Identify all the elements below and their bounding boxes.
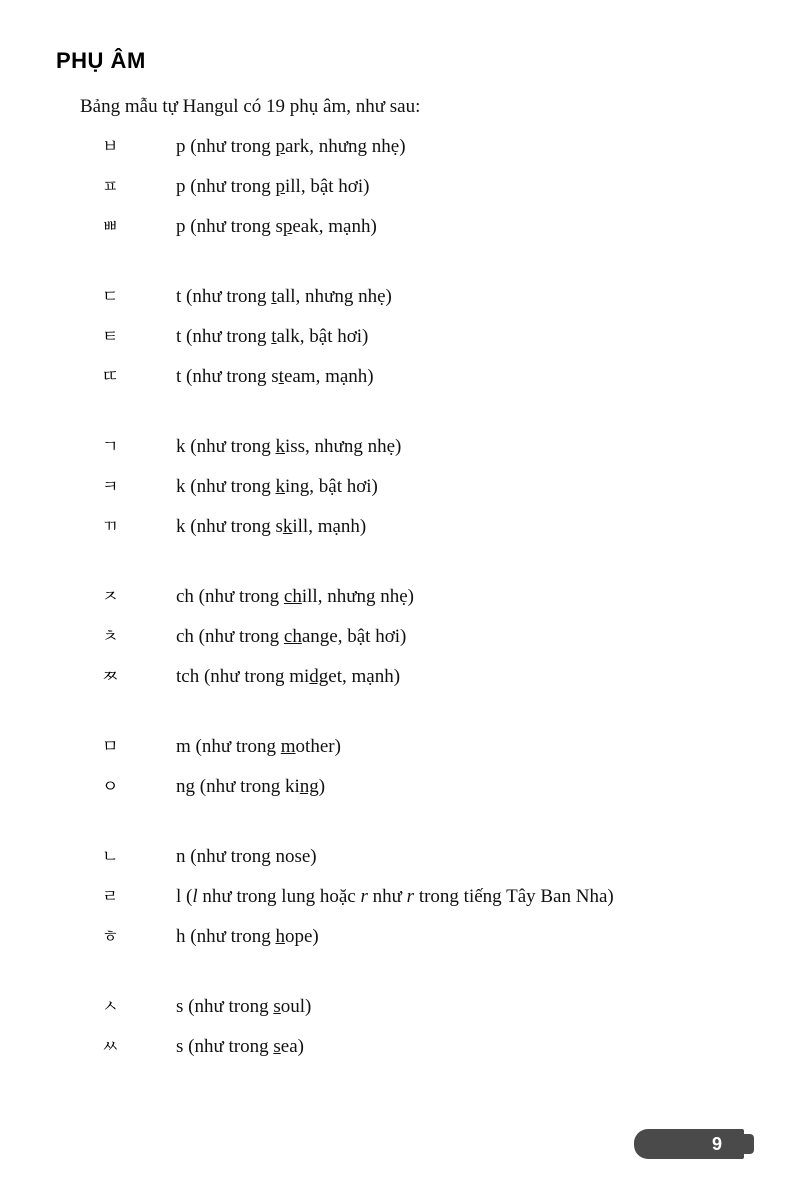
- gloss-text: p (như trong speak, mạnh): [176, 216, 377, 237]
- gloss-text: n (như trong nose): [176, 846, 317, 867]
- list-item: [56, 582, 744, 622]
- list-item: [56, 842, 744, 882]
- gloss-text: p (như trong pill, bật hơi): [176, 176, 370, 197]
- list-item: [56, 212, 744, 252]
- gloss-text: p (như trong park, nhưng nhẹ): [176, 136, 406, 157]
- list-item: [56, 622, 744, 662]
- gloss-text: tch (như trong midget, mạnh): [176, 666, 401, 687]
- hangul-letter: ㅊ: [102, 627, 120, 647]
- gloss-text: k (như trong king, bật hơi): [176, 476, 378, 497]
- hangul-letter: ㅁ: [102, 737, 120, 757]
- gloss-text: t (như trong steam, mạnh): [176, 366, 374, 387]
- list-item: [56, 922, 744, 962]
- gloss-text: ng (như trong king): [176, 776, 326, 797]
- list-item: [56, 432, 744, 472]
- hangul-letter: ㄸ: [102, 367, 120, 387]
- gloss-text: m (như trong mother): [176, 736, 341, 757]
- page-number-tab: [624, 1127, 744, 1159]
- hangul-letter: ㅎ: [102, 927, 120, 947]
- hangul-letter: ㄴ: [102, 847, 120, 867]
- hangul-letter: ㅋ: [102, 477, 120, 497]
- list-item: [56, 512, 744, 552]
- gloss-text: ch (như trong change, bật hơi): [176, 626, 407, 647]
- hangul-letter: ㄷ: [102, 287, 120, 307]
- gloss-text: l (l như trong lung hoặc r như r trong tiếng Tây Ban Nha): [176, 886, 614, 907]
- hangul-letter: ㅂ: [102, 137, 120, 157]
- hangul-letter: ㅍ: [102, 177, 120, 197]
- hangul-letter: ㄹ: [102, 887, 120, 907]
- list-item: [56, 472, 744, 512]
- list-item: [56, 772, 744, 812]
- hangul-letter: ㅃ: [102, 217, 120, 237]
- gloss-text: t (như trong talk, bật hơi): [176, 326, 369, 347]
- hangul-letter: ㅆ: [102, 1037, 120, 1057]
- hangul-letter: ㄱ: [102, 437, 120, 457]
- list-item: [56, 662, 744, 702]
- hangul-letter: ㅉ: [102, 667, 120, 687]
- hangul-letter: ㅇ: [102, 777, 120, 797]
- gloss-text: h (như trong hope): [176, 926, 319, 947]
- gloss-text: k (như trong skill, mạnh): [176, 516, 367, 537]
- page-number-shape: [634, 1129, 744, 1159]
- hangul-letter: ㅈ: [102, 587, 120, 607]
- page-title: PHỤ ÂM: [56, 48, 146, 73]
- intro-paragraph: Bảng mẫu tự Hangul có 19 phụ âm, như sau:: [80, 96, 421, 117]
- gloss-text: s (như trong sea): [176, 1036, 304, 1057]
- gloss-text: s (như trong soul): [176, 996, 312, 1017]
- list-item: [56, 992, 744, 1032]
- list-item: [56, 362, 744, 402]
- list-item: [56, 882, 744, 922]
- hangul-letter: ㅌ: [102, 327, 120, 347]
- list-item: [56, 132, 744, 172]
- gloss-text: k (như trong kiss, nhưng nhẹ): [176, 436, 402, 457]
- list-item: [56, 322, 744, 362]
- gloss-text: ch (như trong chill, nhưng nhẹ): [176, 586, 415, 607]
- consonant-list: [56, 132, 744, 1072]
- hangul-letter: ㅅ: [102, 997, 120, 1017]
- page-number: 9: [711, 1134, 722, 1154]
- list-item: [56, 732, 744, 772]
- list-item: [56, 1032, 744, 1072]
- gloss-text: t (như trong tall, nhưng nhẹ): [176, 286, 392, 307]
- hangul-letter: ㄲ: [102, 517, 120, 537]
- list-item: [56, 172, 744, 212]
- list-item: [56, 282, 744, 322]
